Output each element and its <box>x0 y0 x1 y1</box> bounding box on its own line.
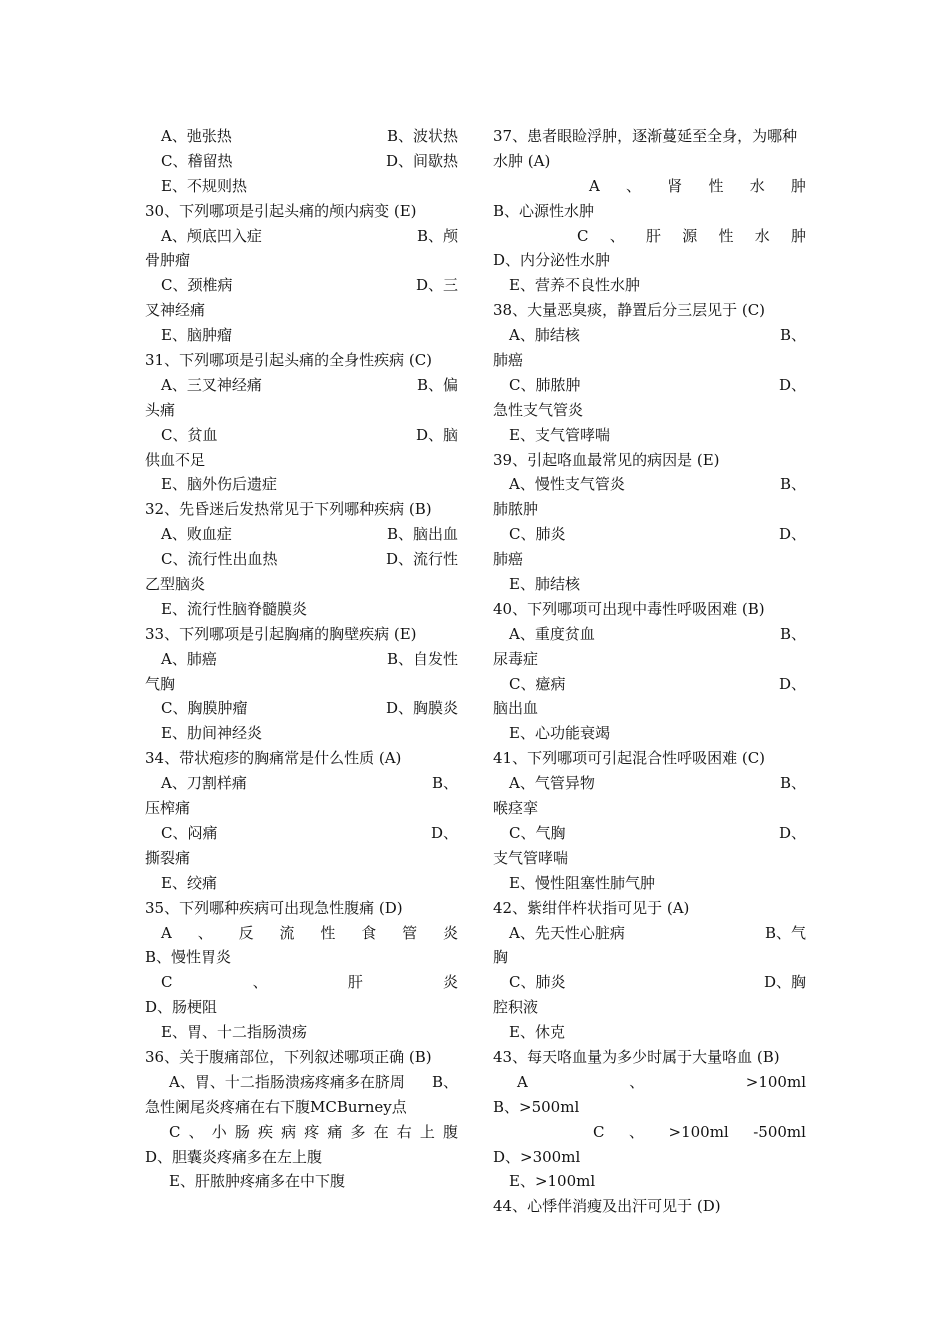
option-right: D、 <box>778 525 806 544</box>
option-right: B、偏 <box>416 375 458 394</box>
option-left: A、三叉神经痛 <box>161 375 262 394</box>
option-right: B、 <box>779 326 806 345</box>
text-line: D、>300ml <box>493 1147 581 1166</box>
justified-token: 上 <box>419 1122 435 1141</box>
text-line: 38、大量恶臭痰，静置后分三层见于 (C) <box>493 301 766 320</box>
right-column <box>493 124 806 1219</box>
option-line <box>493 672 806 697</box>
justified-token: 在 <box>373 1122 389 1141</box>
option-right: B、波状热 <box>386 127 458 145</box>
option-line <box>145 373 458 398</box>
option-left: A、败血症 <box>161 525 232 544</box>
text-line: 33、下列哪项是引起胸痛的胸壁疾病 (E) <box>145 624 417 643</box>
justified-token: 病 <box>281 1122 297 1141</box>
justified-token: A <box>589 176 600 195</box>
option-right: D、脑 <box>415 425 458 444</box>
justified-token: >100ml <box>668 1122 729 1141</box>
text-line: E、营养不良性水肿 <box>509 276 640 295</box>
justified-token: 肾 <box>667 176 683 195</box>
option-line <box>145 696 458 721</box>
text-line: E、休克 <box>509 1023 565 1042</box>
option-left: C、肺炎 <box>509 973 566 992</box>
option-right: D、 <box>778 375 806 394</box>
option-right: B、 <box>779 624 806 643</box>
justified-token: 反 <box>238 923 254 942</box>
option-right: D、 <box>778 674 806 693</box>
option-line <box>145 1070 458 1095</box>
option-left: C、稽留热 <box>161 151 233 170</box>
text-line: 41、下列哪项可引起混合性呼吸困难 (C) <box>493 749 766 768</box>
text-line: B、心源性水肿 <box>493 201 595 220</box>
justified-token: 多 <box>350 1122 366 1141</box>
text-line: D、内分泌性水肿 <box>493 251 611 270</box>
justified-line <box>493 174 806 199</box>
justified-token: 肿 <box>790 176 806 195</box>
justified-token: 、 <box>629 1072 645 1091</box>
text-line: D、胆囊炎疼痛多在左上腹 <box>145 1147 323 1166</box>
text-line: E、心功能衰竭 <box>509 724 610 743</box>
text-line: 气胸 <box>145 674 176 693</box>
option-line <box>145 522 458 547</box>
justified-token: 性 <box>320 923 336 942</box>
option-right: B、 <box>779 774 806 793</box>
option-left: C、气胸 <box>509 823 566 842</box>
option-right: B、颅 <box>416 226 458 245</box>
justified-token: 炎 <box>442 973 458 992</box>
option-right: B、脑出血 <box>386 525 458 544</box>
option-left: C、癔病 <box>509 674 566 693</box>
text-line: 供血不足 <box>145 450 206 469</box>
text-line: 肺癌 <box>493 351 524 370</box>
option-line <box>145 647 458 672</box>
justified-token: 、 <box>626 176 642 195</box>
text-line: E、脑肿瘤 <box>161 326 232 345</box>
option-line <box>145 273 458 298</box>
option-right: D、流行性 <box>385 550 458 569</box>
text-line: D、肠梗阻 <box>145 998 218 1017</box>
text-line: E、肺结核 <box>509 575 580 594</box>
text-line: 急性阑尾炎疼痛在右下腹MCBurney点 <box>145 1097 407 1116</box>
option-right: B、自发性 <box>386 649 458 668</box>
text-line: 压榨痛 <box>145 799 191 818</box>
justified-token: >100ml <box>745 1072 806 1091</box>
justified-line <box>145 921 458 946</box>
justified-token: 性 <box>718 226 734 245</box>
justified-token: 水 <box>749 176 765 195</box>
justified-line <box>493 224 806 249</box>
justified-token: 、 <box>197 923 213 942</box>
option-right: B、气 <box>764 923 806 942</box>
justified-token: 性 <box>708 176 724 195</box>
text-line: E、胃、十二指肠溃疡 <box>161 1023 307 1042</box>
text-line: 胸 <box>493 948 509 967</box>
text-line: 脑出血 <box>493 699 539 718</box>
justified-token: 肝 <box>347 973 363 992</box>
justified-token: 、 <box>609 226 625 245</box>
justified-token: C <box>169 1122 181 1141</box>
option-right: B、 <box>779 475 806 494</box>
text-line: 44、心悸伴消瘦及出汗可见于 (D) <box>493 1197 721 1216</box>
option-left: A、慢性支气管炎 <box>509 475 625 494</box>
text-line: 42、紫绀伴杵状指可见于 (A) <box>493 898 690 917</box>
justified-token: 水 <box>754 226 770 245</box>
option-left: A、胃、十二指肠溃疡疼痛多在脐周 <box>169 1072 405 1091</box>
option-line <box>493 472 806 497</box>
text-line: E、绞痛 <box>161 873 217 892</box>
option-right: D、胸 <box>763 973 806 992</box>
option-left: A、重度贫血 <box>509 624 595 643</box>
text-line: 骨肿瘤 <box>145 251 191 270</box>
option-left: A、刀割样痛 <box>161 774 247 793</box>
text-line: E、>100ml <box>509 1172 596 1191</box>
justified-line <box>493 1070 806 1095</box>
justified-token: 小 <box>211 1122 227 1141</box>
justified-token: 腹 <box>442 1122 458 1141</box>
justified-token: A <box>161 923 172 942</box>
justified-token: C <box>593 1122 605 1141</box>
option-line <box>145 149 458 174</box>
option-left: A、气管异物 <box>509 774 595 793</box>
left-column <box>145 124 458 1194</box>
text-line: 头痛 <box>145 400 176 419</box>
option-line <box>145 771 458 796</box>
justified-token: 肿 <box>790 226 806 245</box>
text-line: 37、患者眼睑浮肿，逐渐蔓延至全身，为哪种 <box>493 127 798 145</box>
text-line: 腔积液 <box>493 998 539 1017</box>
justified-token: 痛 <box>327 1122 343 1141</box>
text-line: 尿毒症 <box>493 649 539 668</box>
text-line: 肺癌 <box>493 550 524 569</box>
text-line: 30、下列哪项是引起头痛的颅内病变 (E) <box>145 201 417 220</box>
justified-line <box>145 970 458 995</box>
text-line: B、慢性胃炎 <box>145 948 232 967</box>
text-line: 喉痉挛 <box>493 799 539 818</box>
justified-token: 炎 <box>442 923 458 942</box>
text-line: E、脑外伤后遗症 <box>161 475 277 494</box>
option-right: D、间歇热 <box>385 151 458 170</box>
text-line: E、不规则热 <box>161 176 247 195</box>
text-line: B、>500ml <box>493 1097 580 1116</box>
text-line: 39、引起咯血最常见的病因是 (E) <box>493 450 720 469</box>
justified-token: 肝 <box>645 226 661 245</box>
option-left: C、肺炎 <box>509 525 566 544</box>
option-left: C、闷痛 <box>161 823 218 842</box>
justified-token: 管 <box>402 923 418 942</box>
text-line: 32、先昏迷后发热常见于下列哪种疾病 (B) <box>145 500 432 519</box>
justified-token: 流 <box>279 923 295 942</box>
text-line: 乙型脑炎 <box>145 575 206 594</box>
option-right: D、 <box>778 823 806 842</box>
option-line <box>145 423 458 448</box>
option-line <box>145 124 458 149</box>
text-line: 34、带状疱疹的胸痛常是什么性质 (A) <box>145 749 402 768</box>
text-line: E、肋间神经炎 <box>161 724 262 743</box>
option-line <box>145 821 458 846</box>
text-line: 35、下列哪种疾病可出现急性腹痛 (D) <box>145 898 403 917</box>
option-left: A、弛张热 <box>161 127 232 145</box>
justified-token: 疾 <box>257 1122 273 1141</box>
text-line: 肺脓肿 <box>493 500 539 519</box>
option-left: C、贫血 <box>161 425 218 444</box>
text-line: 31、下列哪项是引起头痛的全身性疾病 (C) <box>145 351 433 370</box>
option-left: A、肺结核 <box>509 326 580 345</box>
justified-line <box>493 1120 806 1145</box>
option-line <box>493 921 806 946</box>
option-line <box>145 547 458 572</box>
justified-token: 右 <box>396 1122 412 1141</box>
option-right: B、 <box>431 774 458 793</box>
justified-token: A <box>517 1072 528 1091</box>
option-left: C、肺脓肿 <box>509 375 581 394</box>
option-line <box>493 522 806 547</box>
option-left: A、颅底凹入症 <box>161 226 262 245</box>
option-left: A、先天性心脏病 <box>509 923 625 942</box>
text-line: 叉神经痛 <box>145 301 206 320</box>
text-line: 40、下列哪项可出现中毒性呼吸困难 (B) <box>493 599 765 618</box>
text-line: 水肿 (A) <box>493 151 551 170</box>
text-line: 支气管哮喘 <box>493 848 569 867</box>
justified-token: -500ml <box>753 1122 806 1141</box>
option-line <box>493 323 806 348</box>
text-line: 急性支气管炎 <box>493 400 584 419</box>
text-line: 43、每天咯血量为多少时属于大量咯血 (B) <box>493 1047 780 1066</box>
justified-token: C <box>577 226 589 245</box>
text-line: E、流行性脑脊髓膜炎 <box>161 599 307 618</box>
text-line: E、肝脓肿疼痛多在中下腹 <box>169 1172 345 1191</box>
option-right: D、三 <box>415 276 458 295</box>
option-left: A、肺癌 <box>161 649 217 668</box>
option-right: D、 <box>430 823 458 842</box>
option-line <box>493 622 806 647</box>
justified-token: 、 <box>188 1122 204 1141</box>
option-left: C、胸膜肿瘤 <box>161 699 248 718</box>
option-right: B、 <box>431 1072 458 1091</box>
option-right: D、胸膜炎 <box>385 699 458 718</box>
option-line <box>493 771 806 796</box>
text-line: 撕裂痛 <box>145 848 191 867</box>
justified-token: 肠 <box>234 1122 250 1141</box>
option-line <box>145 224 458 249</box>
option-left: C、颈椎病 <box>161 276 233 295</box>
option-line <box>493 970 806 995</box>
option-line <box>493 373 806 398</box>
text-line: 36、关于腹痛部位，下列叙述哪项正确 (B) <box>145 1047 432 1066</box>
justified-token: 、 <box>252 973 268 992</box>
text-line: E、慢性阻塞性肺气肿 <box>509 873 655 892</box>
justified-line <box>145 1120 458 1145</box>
option-left: C、流行性出血热 <box>161 550 278 569</box>
justified-token: 、 <box>628 1122 644 1141</box>
justified-token: 食 <box>361 923 377 942</box>
option-line <box>493 821 806 846</box>
justified-token: 疼 <box>304 1122 320 1141</box>
justified-token: C <box>161 973 173 992</box>
justified-token: 源 <box>682 226 698 245</box>
text-line: E、支气管哮喘 <box>509 425 610 444</box>
